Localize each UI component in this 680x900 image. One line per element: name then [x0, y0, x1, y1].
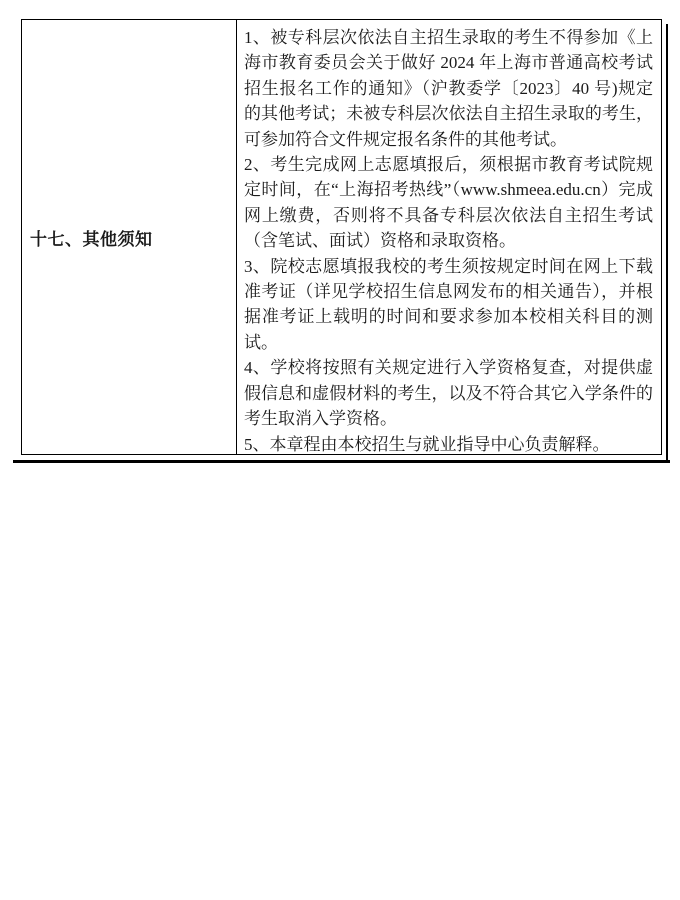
- row-header-cell: [22, 20, 237, 454]
- row-content-cell: [237, 20, 661, 454]
- table-shadow-right-rule: [666, 24, 668, 463]
- note-paragraph-4: 4、学校将按照有关规定进行入学资格复查，对提供虚假信息和虚假材料的考生，以及不符合其它入学条件的考生取消入学资格。: [244, 358, 653, 429]
- table-shadow-bottom-rule: [13, 460, 670, 463]
- note-paragraph-2: 2、考生完成网上志愿填报后，须根据市教育考试院规定时间，在“上海招考热线”（www.shmeea.edu.cn）完成网上缴费，否则将不具备专科层次依法自主招生考试（含笔试、面试）资格和录取资格。: [244, 155, 653, 251]
- note-paragraph-3: 3、院校志愿填报我校的考生须按规定时间在网上下载准考证（详见学校招生信息网发布的相关通告），并根据准考证上载明的时间和要求参加本校相关科目的测试。: [244, 256, 653, 352]
- note-paragraph-1: 1、被专科层次依法自主招生录取的考生不得参加《上海市教育委员会关于做好 2024 年上海市普通高校考试招生报名工作的通知》（沪教委学〔2023〕40 号)规定的其他考试；未被专科层次依法自主招生录取的考生，可参加符合文件规定报名条件的其他考试。: [244, 28, 653, 149]
- other-notes-table: [21, 19, 662, 455]
- row-header-label: 十七、其他须知: [30, 229, 153, 249]
- note-paragraph-5: 5、本章程由本校招生与就业指导中心负责解释。: [244, 434, 610, 454]
